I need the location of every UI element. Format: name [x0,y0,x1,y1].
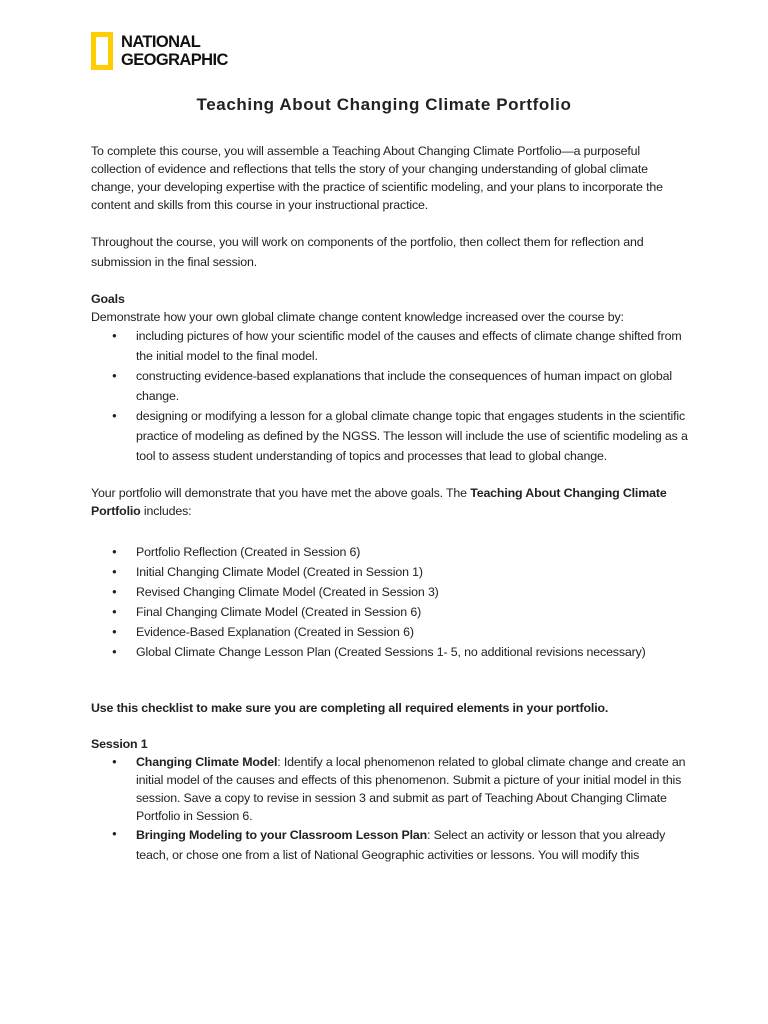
list-item: ● designing or modifying a lesson for a global climate change topic that engages students in the scientific practice of modeling as defined by the NGSS. The lesson will include the use of scientific modeling as a tool to assess student understanding of topics and processes that lead to global change. [91,406,691,466]
list-item: ● Portfolio Reflection (Created in Session 6) [91,542,691,562]
list-item: ● Revised Changing Climate Model (Created in Session 3) [91,582,691,602]
list-item: ● Final Changing Climate Model (Created in Session 6) [91,602,691,622]
logo-line-1: NATIONAL [121,33,201,51]
logo-wordmark [121,33,228,69]
page-title: Teaching About Changing Climate Portfolio [196,95,572,114]
list-item: ● constructing evidence-based explanations that include the consequences of human impact on global change. [91,366,691,406]
logo-line-2: GEOGRAPHIC [121,51,228,69]
list-item: ● Global Climate Change Lesson Plan (Created Sessions 1- 5, no additional revisions necessary) [91,642,691,662]
list-item: ● Evidence-Based Explanation (Created in Session 6) [91,622,691,642]
national-geographic-logo [91,32,228,70]
session-1-heading: Session 1 [91,737,148,751]
document-body [91,142,691,865]
goals-list [91,326,691,466]
list-item [91,753,691,825]
portfolio-text-before: Your portfolio will demonstrate that you have met the above goals. The [91,486,471,500]
item-title: Changing Climate Model [136,755,278,769]
yellow-border-icon [91,32,113,70]
item-text: : Select an activity or lesson that you already teach, or chose one from a list of National Geographic activities or lessons. You will modify this [136,828,666,862]
item-title: Bringing Modeling to your Classroom Lesson Plan [136,828,428,842]
throughout-paragraph: Throughout the course, you will work on components of the portfolio, then collect them for reflection and submission in the final session. [91,235,644,269]
list-item: ● Initial Changing Climate Model (Created in Session 1) [91,562,691,582]
goals-lead: Demonstrate how your own global climate change content knowledge increased over the course by: [91,310,624,324]
portfolio-items-list [91,542,691,662]
intro-paragraph: To complete this course, you will assemble a Teaching About Changing Climate Portfolio—a purposeful collection of evidence and reflections that tells the story of your changing understanding of global climate change, your developing expertise with the practice of scientific modeling, and your plans to incorporate the content and skills from this course in your instructional practice. [91,144,663,212]
portfolio-text-after: includes: [140,504,192,518]
item-text: : Identify a local phenomenon related to global climate change and create an initial model of the causes and effects of this phenomenon. Submit a picture of your initial model in this session. Save a copy to revise in session 3 and submit as part of Teaching About Changing Climate Portfolio in Session 6. [136,755,686,823]
list-item: ● including pictures of how your scientific model of the causes and effects of climate change shifted from the initial model to the final model. [91,326,691,366]
list-item [91,825,691,865]
session-1-list [91,753,691,865]
portfolio-paragraph [91,484,691,520]
checklist-heading: Use this checklist to make sure you are completing all required elements in your portfolio. [91,701,609,715]
goals-heading: Goals [91,292,125,306]
portfolio-name: Teaching About Changing Climate Portfolio [91,486,667,518]
